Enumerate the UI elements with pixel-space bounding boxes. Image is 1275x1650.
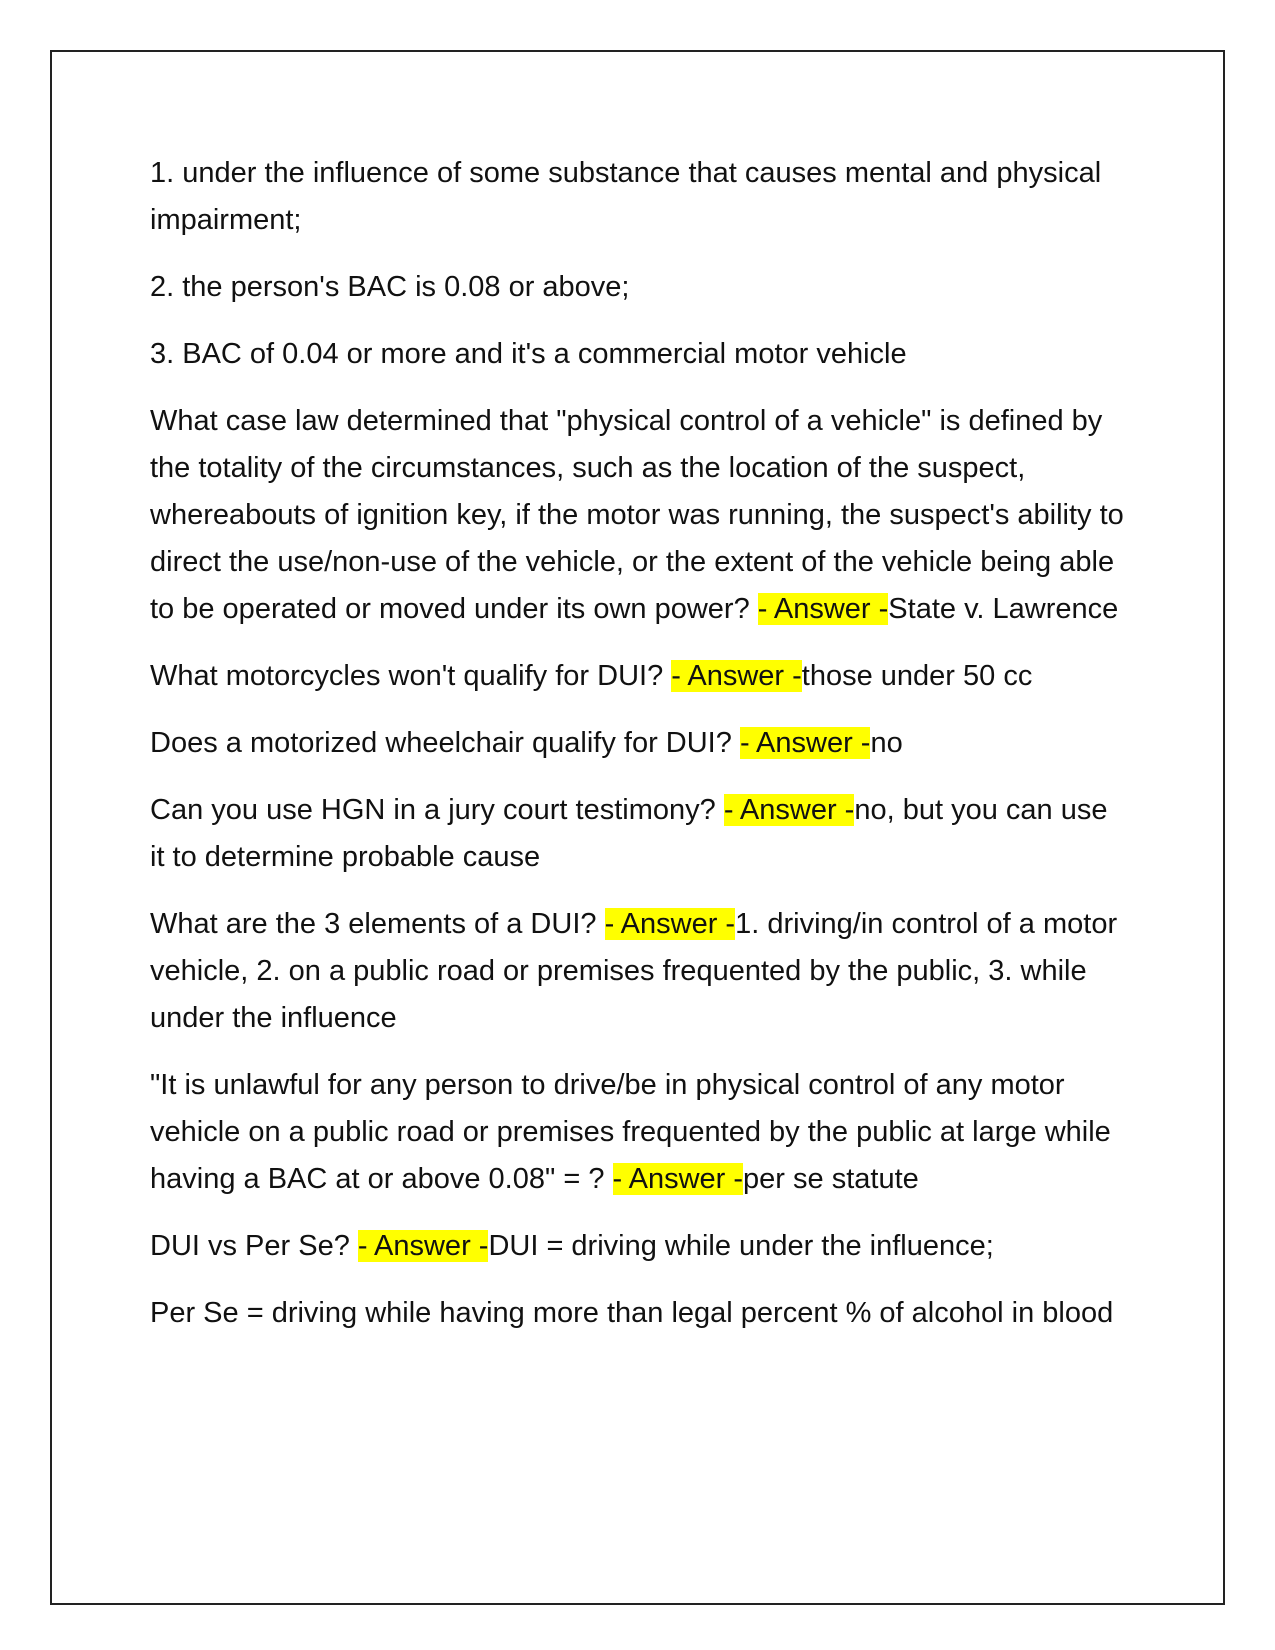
paragraph-text: 2. the person's BAC is 0.08 or above; <box>150 271 630 303</box>
list-item-2 <box>150 264 1130 311</box>
answer-marker: - Answer - <box>357 1230 489 1262</box>
document-body <box>150 150 1130 1357</box>
answer-text: DUI = driving while under the influence; <box>488 1230 994 1262</box>
answer-text: State v. Lawrence <box>888 593 1119 625</box>
answer-marker: - Answer - <box>739 727 871 759</box>
answer-marker: - Answer - <box>723 794 855 826</box>
question-text: What case law determined that "physical control of a vehicle" is defined by the totality of the circumstances, such as the location of the suspect, whereabouts of ignition key, if the motor was running, the suspect's ability to direct the use/non-use of the vehicle, or the extent of the vehicle being able to be operated or moved under its own power? <box>150 405 1124 625</box>
paragraph-text: Per Se = driving while having more than legal percent % of alcohol in blood <box>150 1297 1114 1329</box>
qa-item-wheelchair <box>150 720 1130 767</box>
answer-marker: - Answer - <box>604 908 736 940</box>
question-text: "It is unlawful for any person to drive/be in physical control of any motor vehicle on a public road or premises frequented by the public at large while having a BAC at or above 0.08" = ? <box>150 1069 1111 1195</box>
question-text: What motorcycles won't qualify for DUI? <box>150 660 672 692</box>
per-se-definition <box>150 1290 1130 1337</box>
qa-item-case-law <box>150 398 1130 633</box>
qa-item-dui-vs-per-se <box>150 1223 1130 1270</box>
list-item-1 <box>150 150 1130 244</box>
answer-marker: - Answer - <box>612 1163 744 1195</box>
answer-text: per se statute <box>743 1163 919 1195</box>
qa-item-hgn <box>150 787 1130 881</box>
answer-text: no <box>870 727 903 759</box>
list-item-3 <box>150 331 1130 378</box>
qa-item-elements <box>150 901 1130 1042</box>
answer-marker: - Answer - <box>671 660 802 692</box>
answer-text: no, but you can use it to determine probable cause <box>150 794 1108 873</box>
question-text: What are the 3 elements of a DUI? <box>150 908 605 940</box>
answer-text: 1. driving/in control of a motor vehicle, 2. on a public road or premises frequented by the public, 3. while under the influence <box>150 908 1118 1034</box>
paragraph-text: 1. under the influence of some substance that causes mental and physical impairment; <box>150 157 1102 236</box>
question-text: Can you use HGN in a jury court testimony? <box>150 794 724 826</box>
question-text: Does a motorized wheelchair qualify for DUI? <box>150 727 740 759</box>
answer-marker: - Answer - <box>757 593 889 625</box>
question-text: DUI vs Per Se? <box>150 1230 358 1262</box>
paragraph-text: 3. BAC of 0.04 or more and it's a commercial motor vehicle <box>150 338 907 370</box>
qa-item-motorcycles <box>150 653 1130 700</box>
qa-item-statute <box>150 1062 1130 1203</box>
answer-text: those under 50 cc <box>801 660 1033 692</box>
